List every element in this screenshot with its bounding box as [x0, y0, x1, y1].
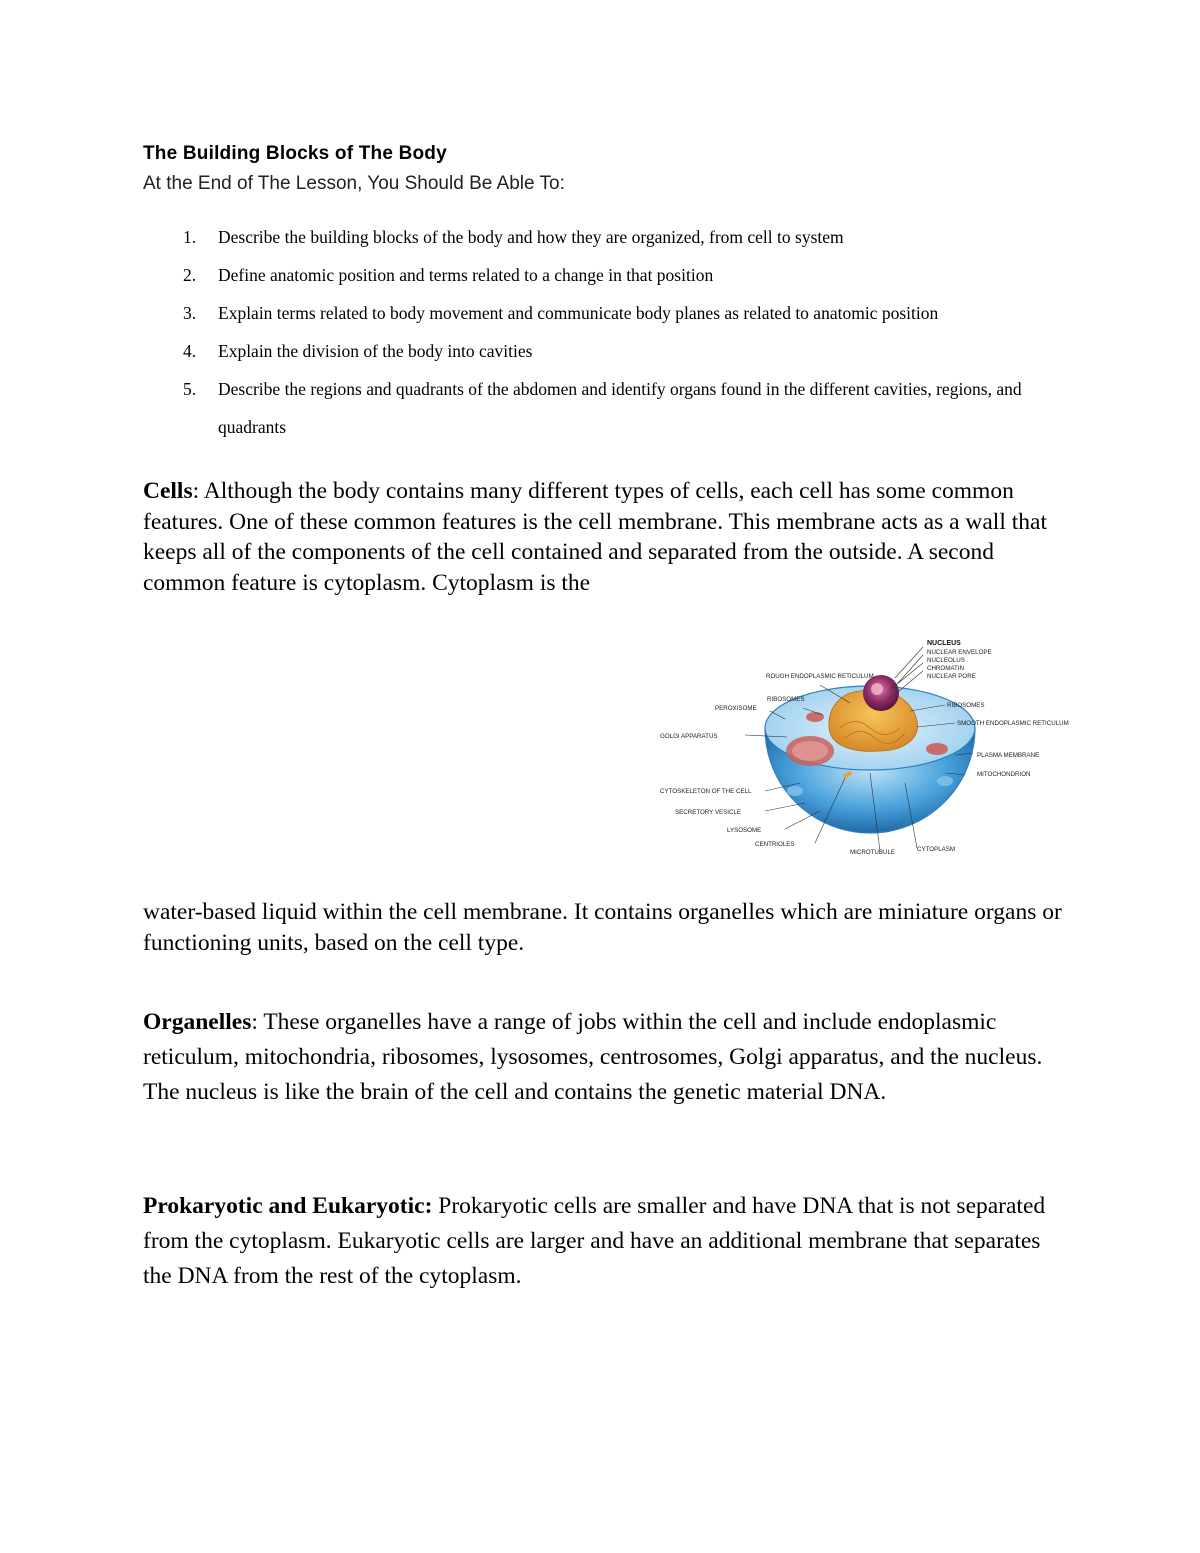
label-cytoplasm: CYTOPLASM [917, 846, 956, 853]
mitochondrion-shape [926, 743, 948, 755]
lesson-subtitle: At the End of The Lesson, You Should Be Able To: [143, 173, 565, 194]
label-nuclear-pore: NUCLEAR PORE [927, 673, 976, 680]
label-rough-er: ROUGH ENDOPLASMIC RETICULUM [766, 673, 874, 680]
list-item-text: Describe the building blocks of the body and how they are organized, from cell to system [218, 227, 844, 247]
list-number: 2. [183, 265, 197, 285]
label-nucleolus: NUCLEOLUS [927, 657, 965, 664]
list-item-text: Describe the regions and quadrants of the abdomen and identify organs found in the different cavities, regions, and quadrants [218, 379, 1022, 437]
prokaryotic-paragraph [143, 1189, 1063, 1294]
list-number: 1. [183, 227, 197, 247]
label-golgi-apparatus: GOLGI APPARATUS [660, 733, 718, 740]
label-ribosomes-left: RIBOSOMES [767, 696, 805, 703]
list-number: 3. [183, 303, 197, 323]
objectives-list [143, 218, 1043, 446]
list-item [143, 332, 1043, 370]
cells-paragraph [143, 476, 1063, 598]
prokaryotic-text: Prokaryotic cells are smaller and have DNA that is not separated from the cytoplasm. Eukaryotic cells are larger and have an additional membrane that separates the DNA from the rest of the cytoplasm. [143, 1193, 1046, 1289]
list-item-text: Explain terms related to body movement and communicate body planes as related to anatomic position [218, 303, 939, 323]
list-item-text: Define anatomic position and terms related to a change in that position [218, 265, 714, 285]
label-smooth-er: SMOOTH ENDOPLASMIC RETICULUM [957, 720, 1069, 727]
label-plasma-membrane: PLASMA MEMBRANE [977, 752, 1040, 759]
label-nucleus: NUCLEUS [927, 640, 961, 647]
list-item [143, 218, 1043, 256]
document-title: The Building Blocks of The Body [143, 143, 447, 164]
label-cytoskeleton: CYTOSKELETON OF THE CELL [660, 788, 752, 795]
cells-text: : Although the body contains many different types of cells, each cell has some common features. One of these common features is the cell membrane. This membrane acts as a wall that keeps all of the components of the cell contained and separated from the outside. A second common feature is cytoplasm. Cytoplasm is the [143, 478, 1047, 596]
list-item [143, 256, 1043, 294]
animal-cell-diagram [655, 633, 1085, 863]
label-microtubule: MICROTUBULE [850, 849, 896, 856]
label-peroxisome: PEROXISOME [715, 705, 757, 712]
label-centrioles: CENTRIOLES [755, 841, 795, 848]
list-item-text: Explain the division of the body into cavities [218, 341, 533, 361]
prokaryotic-heading: Prokaryotic and Eukaryotic: [143, 1193, 433, 1219]
list-item [143, 370, 1043, 446]
label-secretory-vesicle: SECRETORY VESICLE [675, 809, 742, 816]
label-chromatin: CHROMATIN [927, 665, 965, 672]
list-item [143, 294, 1043, 332]
label-lysosome: LYSOSOME [727, 827, 762, 834]
cells-heading: Cells [143, 478, 193, 504]
organelles-paragraph [143, 1005, 1043, 1110]
list-number: 5. [183, 379, 197, 399]
organelles-text: : These organelles have a range of jobs within the cell and include endoplasmic reticulum, mitochondria, ribosomes, lysosomes, centrosomes, Golgi apparatus, and the nucleus. The nucleus is like the brain of the cell and contains the genetic material DNA. [143, 1009, 1043, 1105]
organelles-heading: Organelles [143, 1009, 252, 1035]
label-ribosomes-right: RIBOSOMES [947, 702, 985, 709]
label-nuclear-envelope: NUCLEAR ENVELOPE [927, 649, 992, 656]
list-number: 4. [183, 341, 197, 361]
cells-paragraph-continued: water-based liquid within the cell membrane. It contains organelles which are miniature organs or functioning units, based on the cell type. [143, 899, 1062, 956]
label-mitochondrion: MITOCHONDRION [977, 771, 1031, 778]
